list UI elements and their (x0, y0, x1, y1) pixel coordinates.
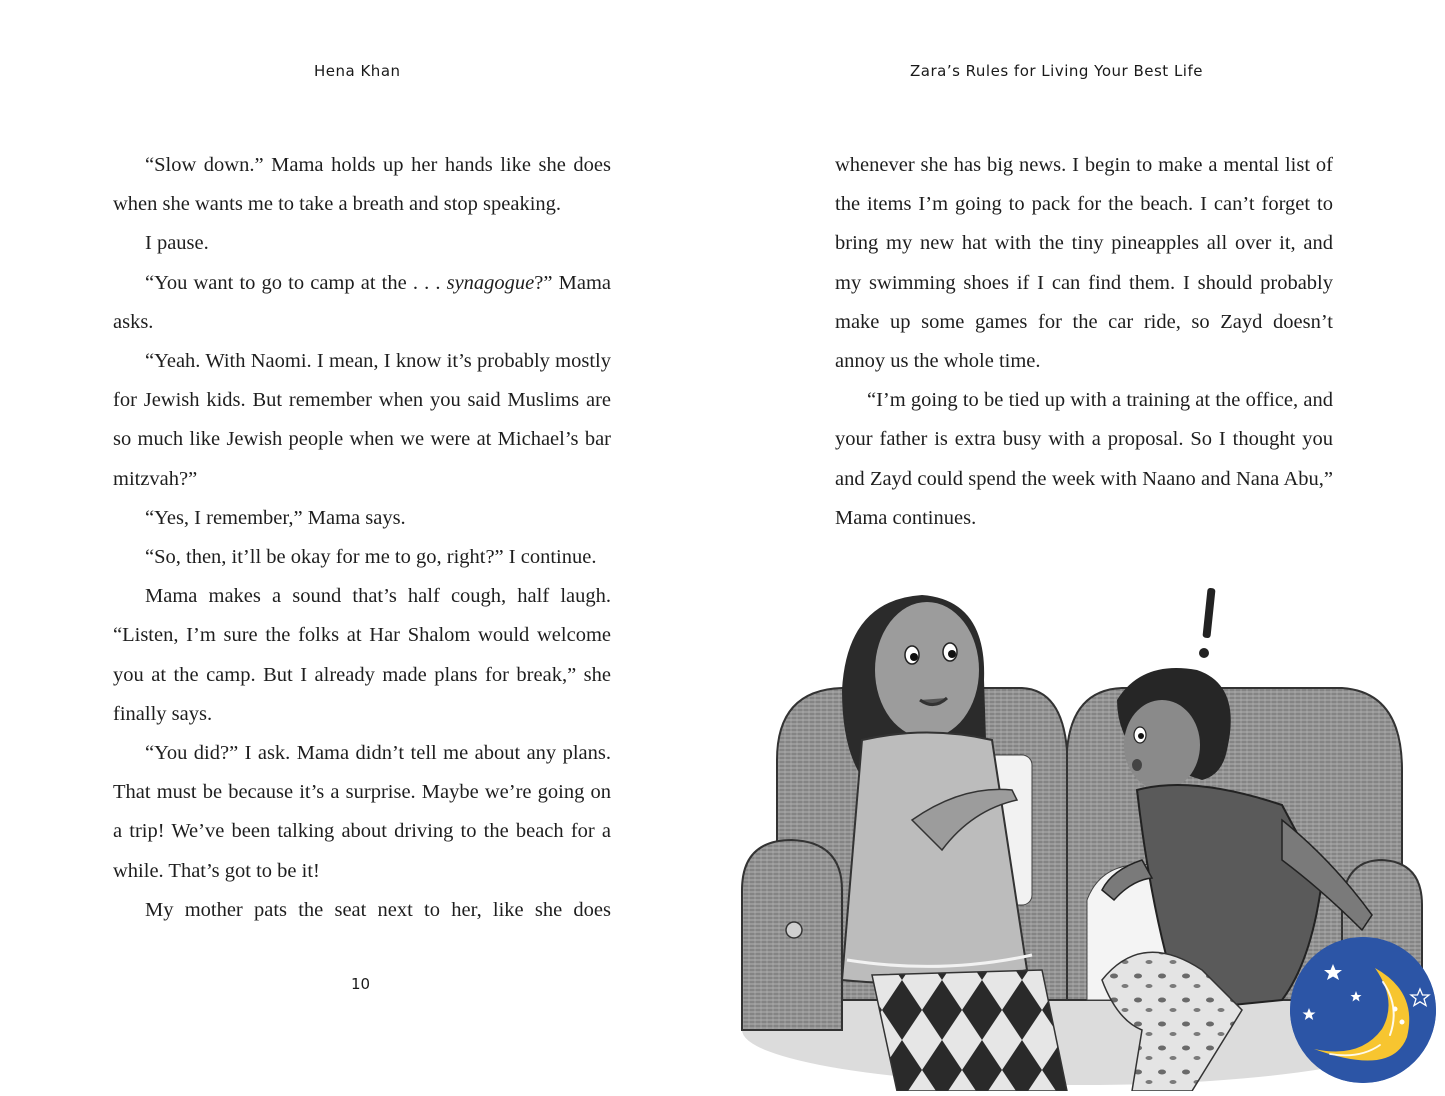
paragraph-text: “You want to go to camp at the . . . (145, 271, 447, 294)
paragraph: My mother pats the seat next to her, like she does (145, 898, 611, 921)
left-page (0, 0, 722, 1091)
paragraph: “Slow down.” Mama holds up her hands like she does when she wants me to take a breath and stop speaking. (113, 154, 611, 216)
right-page-body (835, 146, 1333, 538)
paragraph: “I’m going to be tied up with a training at the office, and your father is extra busy with a proposal. So I thought you and Zayd could spend the week with Naano and Nana Abu,” Mama continues. (835, 389, 1333, 529)
paragraph: whenever she has big news. I begin to make a mental list of the items I’m going to pack for the beach. I can’t forget to bring my new hat with the tiny pineapples all over it, and my swimming shoes if I can find them. I should probably make up some games for the car ride, so Zayd doesn’t annoy us the whole time. (835, 154, 1333, 373)
right-page (722, 0, 1445, 1091)
paragraph: “So, then, it’ll be okay for me to go, right?” I continue. (145, 546, 597, 569)
italic-word: synagogue (446, 271, 535, 294)
paragraph: Mama makes a sound that’s half cough, half laugh. “Listen, I’m sure the folks at Har Shalom would welcome you at the camp. But I already made plans for break,” she finally says. (113, 585, 611, 725)
page-number: 10 (351, 975, 371, 993)
paragraph: I pause. (145, 232, 209, 255)
paragraph: “You did?” I ask. Mama didn’t tell me about any plans. That must be because it’s a surprise. Maybe we’re going on a trip! We’ve been talking about driving to the beach for a while. That’s got to be it! (113, 742, 611, 882)
crescent-moon-badge (1290, 937, 1436, 1083)
paragraph: “Yeah. With Naomi. I mean, I know it’s probably mostly for Jewish kids. But remember when you said Muslims are so much like Jewish people when we were at Michael’s bar mitzvah?” (113, 350, 611, 490)
paragraph: “Yes, I remember,” Mama says. (145, 506, 406, 529)
paragraph-text: ?” Mama asks. (113, 271, 611, 333)
crescent-moon-stars-icon (1290, 937, 1436, 1083)
running-head-author: Hena Khan (314, 62, 401, 80)
paragraph (113, 264, 611, 342)
running-head-title: Zara’s Rules for Living Your Best Life (910, 62, 1203, 80)
left-page-body (113, 146, 611, 930)
